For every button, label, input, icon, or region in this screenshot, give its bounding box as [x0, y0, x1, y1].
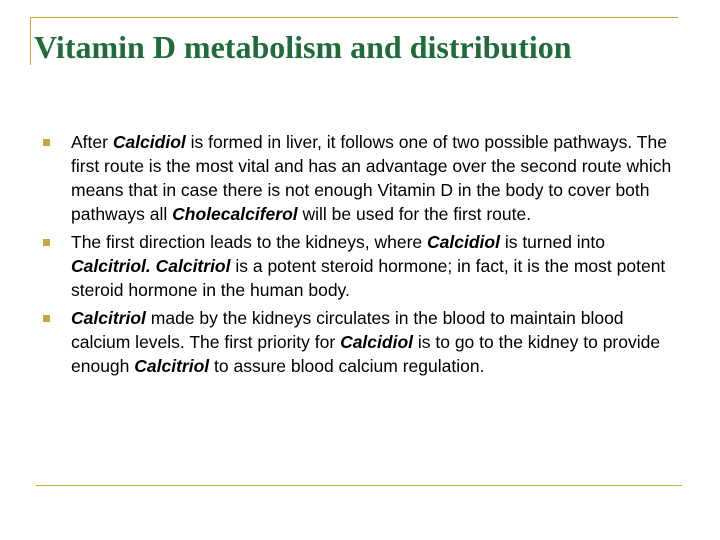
- bullet-run: to assure blood calcium regulation.: [209, 356, 485, 376]
- emphasis-term: Calcitriol: [71, 308, 146, 328]
- bullet-run: The first direction leads to the kidneys, where: [71, 232, 428, 252]
- bullet-run: is to go to the kidney to provide enough: [71, 332, 661, 376]
- bullet-run: is turned into: [499, 232, 606, 252]
- bullet-item-2: [38, 230, 678, 302]
- bullet-item-1: [38, 130, 678, 226]
- footer-rule: [36, 485, 682, 486]
- emphasis-term: Calcidiol: [340, 332, 413, 352]
- slide-title: Vitamin D metabolism and distribution: [34, 29, 572, 65]
- bullet-run: will be used for the first route.: [297, 204, 532, 224]
- emphasis-term: Calcitriol: [134, 356, 210, 376]
- bullet-run: After: [71, 132, 113, 152]
- bullet-list: [38, 130, 678, 382]
- bullet-run: made by the kidneys circulates in the blood to maintain blood calcium levels. The first priority for: [71, 308, 624, 352]
- bullet-run: is a potent steroid hormone; in fact, it is the most potent steroid hormone in the human body.: [71, 256, 666, 300]
- bullet-run: is formed in liver, it follows one of two possible pathways. The first route is the most vital and has an advantage over the second route which means that in case there is not enough Vitamin D in the body to cover both pathways all: [71, 132, 672, 224]
- square-bullet-icon: [43, 239, 50, 246]
- title-left-rule: [30, 17, 31, 65]
- emphasis-term: Calcidiol: [112, 132, 186, 152]
- square-bullet-icon: [43, 139, 50, 146]
- emphasis-term: Calcitriol. Calcitriol: [71, 256, 231, 276]
- title-top-rule: [30, 17, 678, 18]
- bullet-item-3: [38, 306, 678, 378]
- emphasis-term: Cholecalciferol: [172, 204, 298, 224]
- emphasis-term: Calcidiol: [427, 232, 500, 252]
- square-bullet-icon: [43, 315, 50, 322]
